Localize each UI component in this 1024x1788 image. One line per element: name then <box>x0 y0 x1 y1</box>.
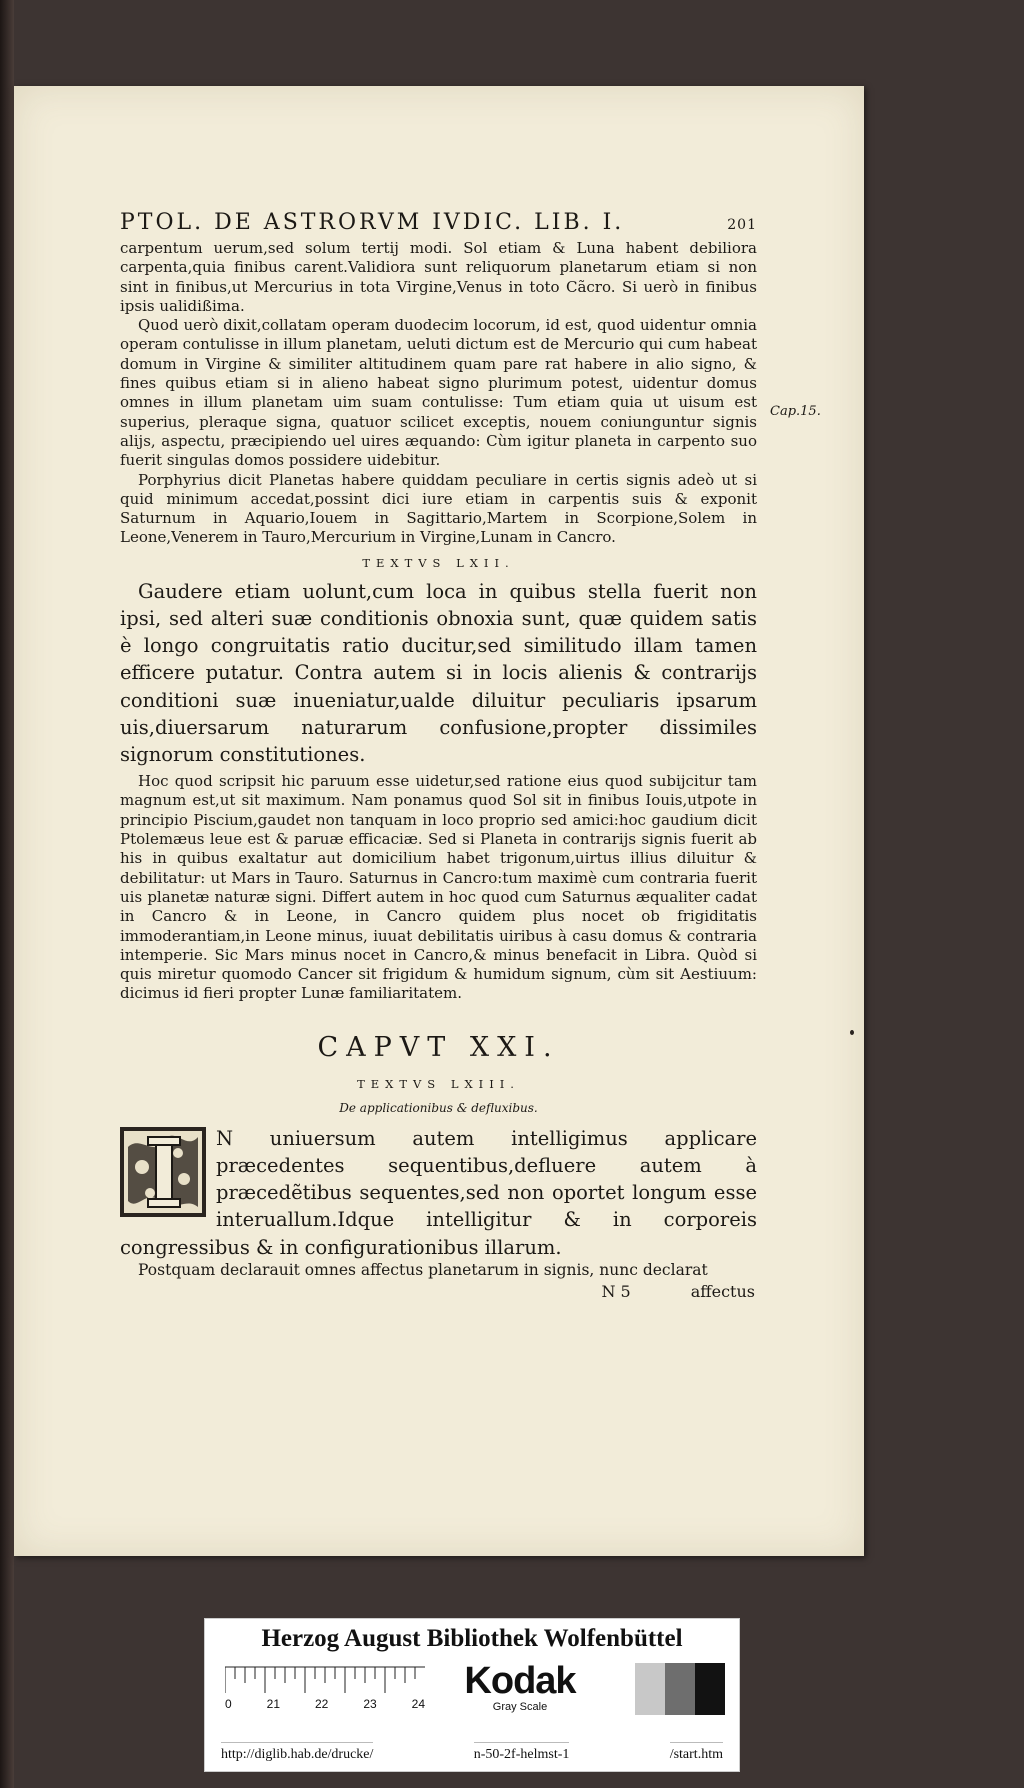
url-mid: n-50-2f-helmst-1 <box>474 1742 570 1763</box>
ruler-label: 24 <box>411 1697 425 1711</box>
textus-heading-63: TEXTVS LXIII. <box>357 1076 520 1091</box>
initial-paragraph-block <box>120 1125 757 1261</box>
ruler-label: 21 <box>266 1697 281 1711</box>
url-right: /start.htm <box>670 1742 723 1763</box>
kodak-grayscale-label: Gray Scale <box>492 1701 548 1713</box>
paragraph-textus-62: Gaudere etiam uolunt,cum loca in quibus stella fuerit non ipsi, sed alteri suæ conditionis obnoxia sunt, quæ quidem satis è longo congruitatis ratio ducitur,sed similitudo illam tamen efficere putatur. Contra autem si in locis alienis & contrarijs conditioni suæ inueniatur,ualde diluitur peculiaris ipsarum uis,diuersarum naturarum confusione,propter dissimiles signorum constitutiones. <box>120 579 757 766</box>
paragraph-1: carpentum uerum,sed solum tertij modi. Sol etiam & Luna habent debiliora carpenta,quia finibus carent.Validiora sunt reliquorum planetarum etiam si non sint in finibus,ut Mercurius in tota Virgine,Venus in toto Cãcro. Si uerò in finibus ipsis ualidißima. <box>120 239 757 315</box>
marginal-note-cap: Cap.15. <box>770 404 821 419</box>
ruler-label: 0 <box>225 1697 232 1711</box>
running-head <box>120 210 757 235</box>
catchword: affectus <box>690 1282 755 1302</box>
signature-mark: N 5 <box>601 1282 631 1302</box>
page-text-block <box>120 210 757 1301</box>
gray-scale-patches <box>635 1663 725 1715</box>
book-edge <box>0 0 14 1788</box>
decorated-initial-i-icon <box>120 1127 206 1217</box>
textus-heading-62: TEXTVS LXII. <box>362 555 515 570</box>
page-number: 201 <box>727 217 757 233</box>
gray-patch <box>695 1663 725 1715</box>
section-subtitle: De applicationibus & defluxibus. <box>339 1100 538 1115</box>
library-url <box>205 1742 739 1763</box>
paragraph-2: Quod uerò dixit,collatam operam duodecim locorum, id est, quod uidentur omnia operam contulisse in illum planetam, ueluti dictum est de Mercurio qui cum habeat domum in Virgine & similiter altitudinem quam pare rat habere in alio signo, & fines quibus etiam si in alieno habeat signo plurimum potest, uidentur domus omnes in illum planetam uim suam contulisse: Tum etiam quia ut uisum est superius, pleraque signa, quatuor scilicet exceptis, nouem coniunguntur signis alijs, aspectu, præcipiendo uel uires æquando: Cùm igitur planeta in carpento suo fuerit singulas domos possidere uidebitur. <box>120 316 757 470</box>
page-footer <box>120 1282 757 1301</box>
ruler-label: 23 <box>363 1697 377 1711</box>
ruler-labels <box>225 1697 425 1711</box>
kodak-brand: Kodak <box>464 1660 576 1702</box>
ruler-label: 22 <box>314 1697 329 1711</box>
gray-patch <box>635 1663 665 1715</box>
paragraph-commentary: Hoc quod scripsit hic paruum esse uidetur,sed ratione eius quod subijcitur tam magnum est,ut sit maximum. Nam ponamus quod Sol sit in finibus Iouis,utpote in principio Piscium,gaudet non tanquam in loco proprio sed amici:hoc gaudium dicit Ptolemæus leue est & paruæ efficaciæ. Sed si Planeta in contrarijs signis fuerit ab his in quibus exaltatur aut domicilium habet trigonum,uirtus illius diluitur & debilitatur: ut Mars in Tauro. Saturnus in Cancro:tum maximè cum contraria fuerit uis planetæ naturæ signi. Differt autem in hoc quod cum Saturnus æqualiter cadat in Cancro & in Leone, in Cancro quidem plus nocet ob frigiditatis immoderantiam,in Leone minus, iuuat debilitatis uiribus à casu domus & contraria intemperie. Sic Mars minus nocet in Cancro,& minus benefacit in Libra. Quòd si quis miretur quomodo Cancer sit frigidum & humidum signum, cùm sit Aestiuum: dicimus id fieri propter Lunæ familiaritatem. <box>120 772 757 1003</box>
paragraph-textus-63: N uniuersum autem intelligimus applicare præcedentes sequentibus,defluere autem à præcedẽtibus sequentes,sed non oportet longum esse interuallum.Idque intelligitur & in corporeis congressibus & in configurationibus illarum. <box>120 1126 757 1259</box>
ink-speck <box>850 1030 854 1035</box>
library-color-card <box>204 1618 740 1772</box>
running-title: PTOL. DE ASTRORVM IVDIC. LIB. I. <box>120 210 625 235</box>
book-page <box>14 86 864 1556</box>
paragraph-final: Postquam declarauit omnes affectus planetarum in signis, nunc declarat <box>138 1260 708 1279</box>
library-title: Herzog August Bibliothek Wolfenbüttel <box>261 1625 683 1652</box>
kodak-label <box>455 1661 585 1713</box>
paragraph-3: Porphyrius dicit Planetas habere quiddam peculiare in certis signis adeò ut si quid minimum accedat,possint dici iure etiam in carpentis suis & exponit Saturnum in Aquario,Iouem in Sagittario,Martem in Scorpione,Solem in Leone,Venerem in Tauro,Mercurium in Virgine,Lunam in Cancro. <box>120 470 757 547</box>
chapter-heading: CAPVT XXI. <box>317 1031 560 1063</box>
url-left: http://diglib.hab.de/drucke/ <box>221 1742 373 1763</box>
gray-patch <box>665 1663 695 1715</box>
scale-ruler-icon <box>225 1665 425 1695</box>
